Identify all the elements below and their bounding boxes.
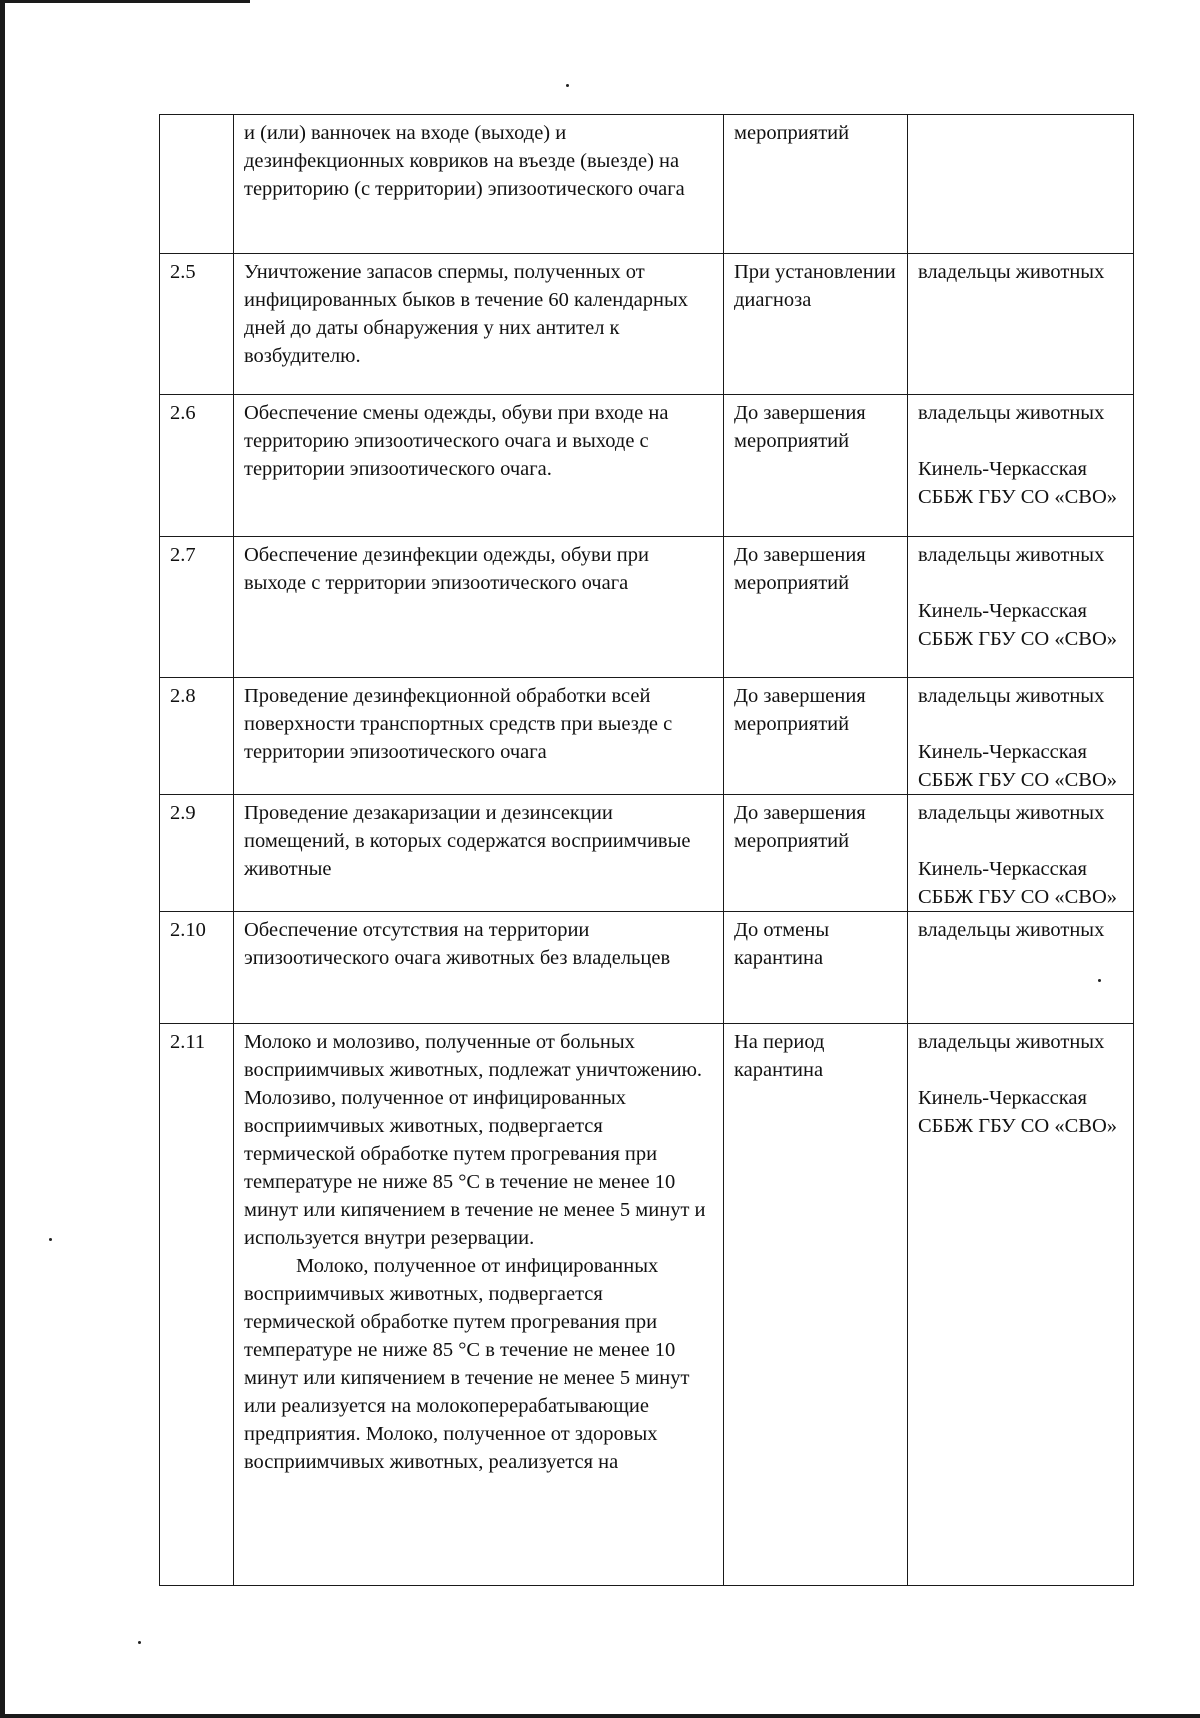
term-cell: До завершения мероприятий bbox=[724, 678, 908, 795]
measure-cell bbox=[234, 115, 724, 254]
table-row bbox=[160, 912, 1134, 1024]
term-cell: До отмены карантина bbox=[724, 912, 908, 1024]
measure-cell bbox=[234, 678, 724, 795]
responsible-cell bbox=[908, 254, 1134, 395]
responsible-primary: владельцы животных bbox=[918, 802, 1105, 824]
cell-spacer bbox=[918, 569, 1123, 597]
responsible-cell bbox=[908, 795, 1134, 912]
measure-text: Обеспечение смены одежды, обуви при входе на территорию эпизоотического очага и выходе с территории эпизоотического очага. bbox=[244, 402, 669, 480]
measure-cell bbox=[234, 912, 724, 1024]
measure-cell bbox=[234, 1024, 724, 1586]
responsible-primary: владельцы животных bbox=[918, 685, 1105, 707]
responsible-primary: владельцы животных bbox=[918, 544, 1105, 566]
measure-text: Проведение дезинфекционной обработки всей поверхности транспортных средств при выезде с территории эпизоотического очага bbox=[244, 685, 673, 763]
measure-text: Проведение дезакаризации и дезинсекции помещений, в которых содержатся восприимчивые животные bbox=[244, 802, 691, 880]
measure-text: Уничтожение запасов спермы, полученных от инфицированных быков в течение 60 календарных дней до даты обнаружения у них антител к возбудителю. bbox=[244, 261, 688, 367]
responsible-secondary: Кинель-Черкасская СББЖ ГБУ СО «СВО» bbox=[918, 1087, 1117, 1137]
row-number: 2.8 bbox=[160, 678, 234, 795]
term-cell: мероприятий bbox=[724, 115, 908, 254]
responsible-secondary: Кинель-Черкасская СББЖ ГБУ СО «СВО» bbox=[918, 741, 1117, 791]
measure-text: Обеспечение дезинфекции одежды, обуви при выходе с территории эпизоотического очага bbox=[244, 544, 649, 594]
table-row bbox=[160, 795, 1134, 912]
scan-edge-bottom bbox=[0, 1714, 1200, 1718]
measure-cell bbox=[234, 254, 724, 395]
measures-table bbox=[159, 114, 1134, 1586]
row-number: 2.10 bbox=[160, 912, 234, 1024]
term-cell: До завершения мероприятий bbox=[724, 795, 908, 912]
measure-text: Обеспечение отсутствия на территории эпизоотического очага животных без владельцев bbox=[244, 919, 671, 969]
responsible-secondary: Кинель-Черкасская СББЖ ГБУ СО «СВО» bbox=[918, 858, 1117, 908]
responsible-cell bbox=[908, 912, 1134, 1024]
cell-spacer bbox=[918, 1056, 1123, 1084]
responsible-secondary: Кинель-Черкасская СББЖ ГБУ СО «СВО» bbox=[918, 600, 1117, 650]
row-number: 2.6 bbox=[160, 395, 234, 537]
responsible-cell bbox=[908, 537, 1134, 678]
table-row bbox=[160, 678, 1134, 795]
measure-text: и (или) ванночек на входе (выходе) и дезинфекционных ковриков на въезде (выезде) на территорию (с территории) эпизоотического очага bbox=[244, 122, 685, 200]
responsible-cell bbox=[908, 678, 1134, 795]
responsible-cell bbox=[908, 115, 1134, 254]
responsible-primary: владельцы животных bbox=[918, 402, 1105, 424]
cell-spacer bbox=[918, 427, 1123, 455]
measure-cell bbox=[234, 537, 724, 678]
responsible-primary: владельцы животных bbox=[918, 1031, 1105, 1053]
table-row bbox=[160, 1024, 1134, 1586]
term-cell: При установлении диагноза bbox=[724, 254, 908, 395]
row-number: 2.11 bbox=[160, 1024, 234, 1586]
cell-spacer bbox=[918, 710, 1123, 738]
responsible-secondary: Кинель-Черкасская СББЖ ГБУ СО «СВО» bbox=[918, 458, 1117, 508]
row-number: 2.5 bbox=[160, 254, 234, 395]
measure-text: Молоко, полученное от инфицированных восприимчивых животных, подвергается термической обработке путем прогревания при температуре не ниже 85 °С в течение не менее 10 минут или кипячением в течение не менее 5 минут или реализуется на молокоперерабатывающие предприятия. Молоко, полученное от здоровых восприимчивых животных, реализуется на bbox=[244, 1255, 690, 1473]
measure-cell bbox=[234, 795, 724, 912]
responsible-cell bbox=[908, 395, 1134, 537]
responsible-primary: владельцы животных bbox=[918, 919, 1105, 941]
scan-edge-left bbox=[0, 0, 5, 1718]
table-row bbox=[160, 115, 1134, 254]
row-number: 2.7 bbox=[160, 537, 234, 678]
responsible-cell bbox=[908, 1024, 1134, 1586]
table-row bbox=[160, 395, 1134, 537]
scan-edge-top bbox=[0, 0, 250, 3]
row-number: 2.9 bbox=[160, 795, 234, 912]
term-cell: На период карантина bbox=[724, 1024, 908, 1586]
cell-spacer bbox=[918, 827, 1123, 855]
scan-speck bbox=[49, 1238, 52, 1241]
table-row bbox=[160, 254, 1134, 395]
term-cell: До завершения мероприятий bbox=[724, 395, 908, 537]
term-cell: До завершения мероприятий bbox=[724, 537, 908, 678]
scan-speck bbox=[138, 1641, 141, 1644]
measure-cell bbox=[234, 395, 724, 537]
responsible-primary: владельцы животных bbox=[918, 261, 1105, 283]
table-row bbox=[160, 537, 1134, 678]
row-number bbox=[160, 115, 234, 254]
scan-speck bbox=[566, 84, 569, 87]
measure-text: Молоко и молозиво, полученные от больных восприимчивых животных, подлежат уничтожению. Молозиво, полученное от инфицированных восприимчивых животных, подвергается термической обработке путем прогревания при температуре не ниже 85 °С в течение не менее 10 минут или кипячением в течение не менее 5 минут и используется внутри резервации. bbox=[244, 1031, 706, 1249]
